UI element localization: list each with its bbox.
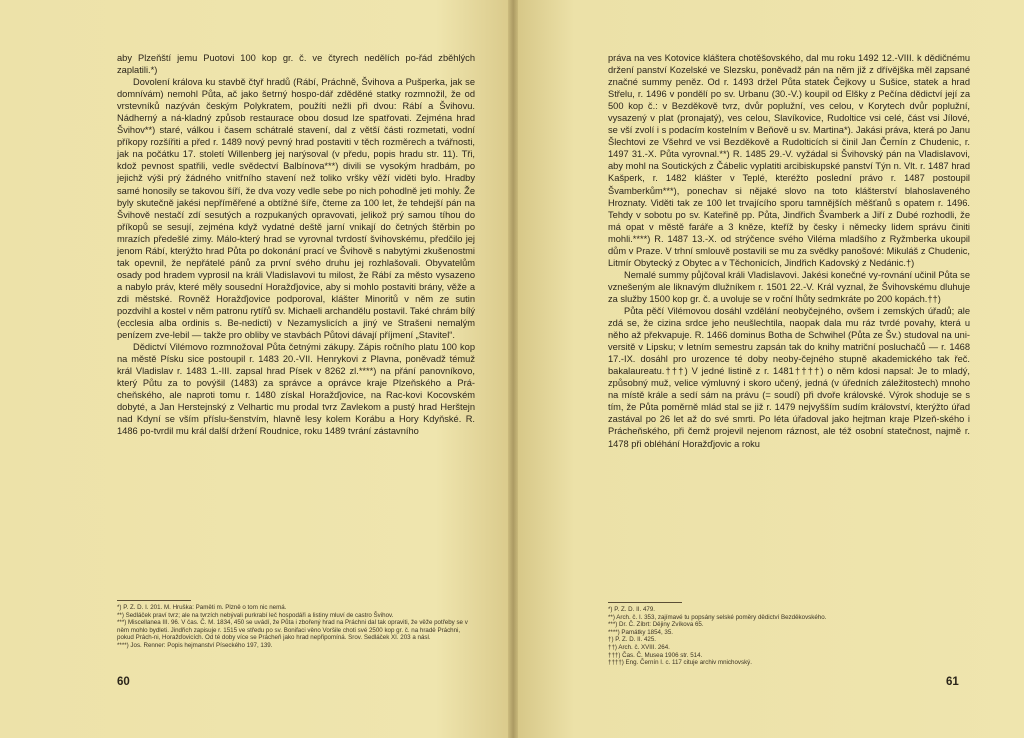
footnote: †††) Čas. Č. Musea 1906 str. 514.	[608, 651, 703, 659]
paragraph: Dědictví Vilémovo rozmnožoval Půta četnými zákupy. Zápis ročního platu 100 kop na městě Písku sice postoupil r. 1483 20.-VII. Henrykovi z Plavna, poněvadž témuž král Vladislav r. 1483 1.-III. zapsal hrad Písek v 8262 zl.****) na přání panovníkovo, který Půtu za to povýšil (1483) za správce a oprávce kraje Plzeňského a Prá-cheňského, ale naproti tomu r. 1480 získal Horažďjovice, na Rac-kovi Kocovském dobyté, a Jan Herstejnský z Velhartic mu prodal tvrz Zavlekom a pustý hrad Herštejn nad Kdyní se vším příslu-šenstvím, hlavně lesy kolem Korábu a Hory Kdyňské. R. 1486 po-tvrdil mu král další držení Roudnice, roku 1489 tvrání zástavního	[117, 342, 475, 437]
footnote: ***) Dr. Č. Zíbrt: Dějiny Zvíkova 65.	[608, 621, 704, 629]
page-number: 60	[117, 676, 130, 688]
right-page	[513, 0, 1024, 738]
right-page-body	[608, 52, 970, 450]
paragraph: Nemalé summy půjčoval králi Vladislavovi. Jakési konečné vy-rovnání učinil Půta se vznešeným ale liknavým dlužníkem r. 1501 22.-V. Král vyznal, že Švihovskému dluhuje za služby 1500 kop gr. č. a uvoluje se v roční lhůty sedmkráte po 200 kopách.††)	[608, 269, 970, 304]
footnote-divider	[117, 600, 191, 601]
footnote: ***) Miscellanea III. 96. V čas. Č. M. 1834, 450 se uvádí, že Půta i zbořený hrad na Práchni dal tak opraviti, že věže potřeby se v něm mohlo bydleti. Jindřich zapisuje r. 1515 ve středu po sv. Bonifaci věno Voršile choti své 2500 kop gr. č. na hradě Práchni, pokud Prách-ni, Horažďovicích. Od té doby více se Prácheň jako hrad nepřipomíná. Srov. Sedláček XI. 203 a násl.	[117, 619, 468, 642]
paragraph: Půta pěčí Vilémovou dosáhl vzdělání neobyčejného, ovšem i zemských úřadů; ale zdá se, že cizina srdce jeho neušlechtila, naopak dala mu ráz tvrdé povahy, která u něho až překvapuje. R. 1466 dominus Botha de Schwihel (Půta ze Šv.) studoval na uni-versitě v Lipsku; v letním semestru zapsán tak do knihy matriční posluchačů — r. 1468 17.-IX. dosáhl pro urozence té doby neoby-čejného stupně akademického tak řeč. bakalaureatu.†††) V jedné listině z r. 1481††††) o něm kdosi napsal: Je to mladý, způsobný muž, velice výmluvný i skoro učený, jedná (v úředních záležitostech) mnoho na místě krále a sedí sám na právu (= soudí) při dvoře královské. Výrok shoduje se s tím, že Půta poměrně mlád stal se již r. 1479 nejvyšším sudím království, kterýžto úřad zastával po 26 let až do své smrti. Po léta úřadoval jako hejtman kraje Plzeň-ského i Prácheňského, při čemž projevil nejenom ráznost, ale též osobní statečnost, najmě r. 1478 při obléhání Horažďjovic a roku	[608, 305, 970, 449]
page-number: 61	[946, 676, 959, 688]
footnote: **) Sedláček praví tvrz; ale na tvrzích nebývali purkrabí leč hospodáři a listiny mluví de castro Švihov.	[117, 611, 394, 619]
footnote: ****) Památky 1854, 35.	[608, 628, 674, 636]
book-gutter	[508, 0, 518, 738]
paragraph: Dovolení králova ku stavbě čtyř hradů (Rábí, Práchně, Švihova a Pušperka, jak se domnívám) nemohl Půta, ač jako šetrný hospo-dář zděděné statky rozmnožil, že od vrstevníků nazýván českým Polykratem, použíti nežli při dvou: Rábí a Švihovu. Nádherný a ná-kladný způsob restaurace obou dosud lze spatřovati. Zejména hrad Švihov**) staré, válkou i časem schátralé stavení, dal z větší části rozmetati, vodní příkopy rozšířiti a před r. 1489 nový pevný hrad postaviti v těch rozměrech a tvářnosti, jak na počátku 17. století Willenberg jej narýsoval (v předu, popis hradu str. 11). Tři, kdož pevnost spatřili, vedle svědectví Balbínova***) divili se vysokým hradbám, po jejichž výši prý žádného vnitřního stavení než toliko vršky věží viděti bylo. Hradby samé honosily se takovou šíří, že dva vozy vedle sebe po nich pohodlně jeti mohly. Že byly skutečně jakési nepříměřené a obtížné šíře, čteme za 100 let, že tehdejší pán na Švihově nestačí zdí sesutých a rozpukaných opravovati, jelikož prý samou tíhou do příkopů se sesují, zejména když vydatné deště jarní vnikají do četných štěrbin po mrazích předešlé zimy. Málo-který hrad se vyrovnal tvrdostí švihovskému, předčilo jej jenom Rábí, kterýžto hrad Půta po dokonání prací ve Švihově s nabytými zkušenostmi tak opevnil, že nepřátelé pánů za první svého druhu jej rozhlašovali. Obyvatelům osady pod hradem vyprosil na králi Vladislavovi tu milost, že Rábí za město vysazeno a nabylo práv, které měly sousední Horažďjovice, aby si mohlo postaviti brány, věže a zdi městské. Rovněž Horažďjovice podporoval, klášter Minoritů v něm ze sutin pozdvihl a kostel v něm patronu rytířů sv. Michaeli archandělu postavil. Také chrám bílý (ecclesia alba ordinis s. Be-nedicti) v Nezamyslicích a jiný ve Strašeni nemalým penízem zve-lebil — takže pro obliby ve stavbách Půtovi dávají příjmení „Stavitel“.	[117, 77, 475, 341]
left-page-footnotes	[117, 604, 477, 650]
paragraph: aby Plzeňští jemu Puotovi 100 kop gr. č. ve čtyrech nedělích po-řád zběhlých zaplatili.*)	[117, 53, 475, 76]
paragraph: práva na ves Kotovice kláštera chotěšovského, dal mu roku 1492 12.-VIII. k dědičnému držení panství Kozelské ve Slezsku, poněvadž pán na něm již z dřívějška měl zapsané značné summy peněz. Od r. 1493 držel Půta statek Čejkovy u Sušice, statek a hrad Střelu, r. 1496 v pondělí po sv. Urbanu (30.-V.) koupil od Elšky z Pečína dědictví její za 500 kop č.: v Bezděkově tvrz, dvůr poplužní, ves celou, v Korytech dvůr poplužní, vysazený v plat (pronajatý), ves celou, Slavíkovice, Rudoltice vsi celé, část vsi Jílové, se vší zvolí i s podacím kostelním v Beňově u sv. Martina*). Jakási práva, která po Janu Šlechtovi ze Všehrd ve vsi Bezděkově a Rudolticích si činil Jan Černín z Chudenic, r. 1497 31.-X. Půta vyrovnal.**) R. 1485 29.-V. vyžádal si Švihovský pán na Vladislavovi, aby mohl na Soutických z Čábelic vyplatiti arcibiskupské panství Týn n. Vlt. r. 1487 hrad Kašperk, r. 1482 klášter v Teplé, kteréžto poslední právo r. 1487 postoupil Švamberkům***), ponechav si nějaké slovo na toto klášterství blahoslaveného Hroznaty. Viděti tak ze 100 let trvajícího sporu tamnějších měšťanů s opatem r. 1496. Tehdy v sobotu po sv. Kateřině pp. Půta, Jindřich Švamberk a Jiří z Dubé rozhodli, že má opat v městě faráře a 3 kněze, kteříž by česky i německy lidem správu činiti mohli.****) R. 1487 13.-X. od strýčence svého Viléma mladšího z Ryžmberka ukoupil dům v Praze. V trhní smlouvě postavili se mu za svědky panošové: Mikuláš z Chudenic, Litmír Obytecký z Obytec a v Těchonicích, Jindřich Kadovský z Nedánic.†)	[608, 53, 970, 268]
footnote: ****) Jos. Renner: Popis hejmanství Píseckého 197, 139.	[117, 641, 273, 649]
footnote-divider	[608, 602, 682, 603]
right-page-footnotes	[608, 606, 972, 667]
footnote: †) P. Z. D. II. 425.	[608, 636, 657, 644]
footnote: ††) Arch. č. XVIII. 264.	[608, 643, 670, 651]
left-page-body	[117, 52, 475, 438]
footnote: *) P. Z. D. II. 479.	[608, 606, 655, 613]
footnote: ††††) Eng. Černín I. c. 117 cituje archiv mnichovský.	[608, 659, 752, 667]
footnote: **) Arch. č. I. 353, zajímavé tu popsány selské poměry dědictví Bezděkovského.	[608, 613, 827, 621]
footnote: *) P. Z. D. I. 201. M. Hruška: Paměti m. Plzně o tom nic nemá.	[117, 604, 287, 611]
